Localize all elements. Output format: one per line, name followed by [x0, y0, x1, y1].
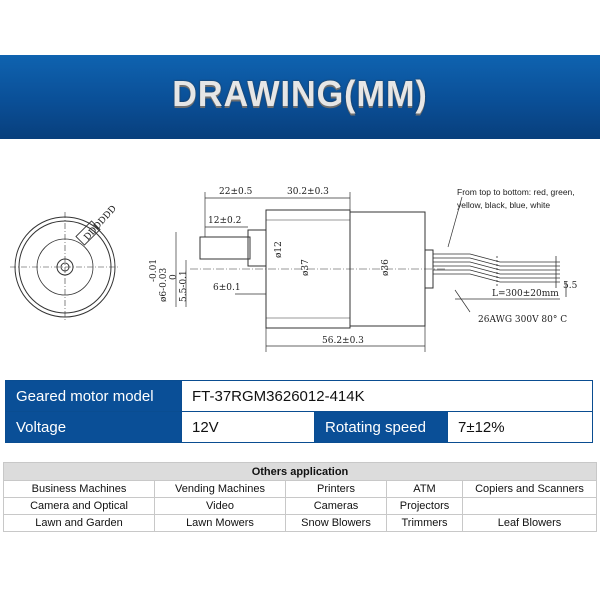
table-row	[4, 481, 597, 498]
table-cell: Leaf Blowers	[463, 515, 597, 532]
spec-row-model	[6, 381, 593, 412]
applications-title: Others application	[4, 463, 597, 481]
table-cell: Vending Machines	[155, 481, 286, 498]
dim-6: 6±0.1	[213, 283, 241, 293]
dim-30-2: 30.2±0.3	[287, 187, 329, 197]
dim-dia-37: ø37	[301, 259, 311, 276]
spec-row-voltage	[6, 412, 593, 443]
dim-56-2: 56.2±0.3	[322, 336, 364, 346]
page-title: DRAWING(MM)	[172, 73, 428, 114]
label-plate-text: DDDDDD	[82, 203, 119, 243]
applications-header	[4, 463, 597, 481]
model-value: FT-37RGM3626012-414K	[182, 381, 593, 412]
voltage-value: 12V	[182, 412, 315, 443]
speed-label: Rotating speed	[315, 412, 448, 443]
dim-12: 12±0.2	[208, 216, 242, 226]
table-cell: Lawn and Garden	[4, 515, 155, 532]
motor-end-view	[10, 212, 120, 322]
dim-wire-length: L=300±20mm	[492, 289, 559, 299]
wire-spec: 26AWG 300V 80° C	[478, 315, 568, 325]
table-cell: ATM	[387, 481, 463, 498]
wire-order-note-1: From top to bottom: red, green,	[457, 187, 575, 197]
dim-0: 0	[169, 274, 179, 280]
dim-dia-12: ø12	[274, 241, 284, 258]
applications-table	[3, 462, 597, 532]
spec-table	[5, 380, 593, 443]
table-cell: Trimmers	[387, 515, 463, 532]
table-cell: Cameras	[286, 498, 387, 515]
wire-order-note-2: yellow, black, blue, white	[457, 200, 551, 210]
table-row	[4, 515, 597, 532]
table-cell: Video	[155, 498, 286, 515]
dim-22: 22±0.5	[219, 187, 253, 197]
voltage-label: Voltage	[6, 412, 182, 443]
table-cell	[463, 498, 597, 515]
header-banner	[0, 55, 600, 139]
dim-5-5: 5.5-0.1	[179, 270, 189, 302]
table-cell: Projectors	[387, 498, 463, 515]
table-cell: Copiers and Scanners	[463, 481, 597, 498]
table-cell: Business Machines	[4, 481, 155, 498]
dim-5-5-strip: 5.5	[563, 281, 578, 291]
table-cell: Camera and Optical	[4, 498, 155, 515]
table-cell: Snow Blowers	[286, 515, 387, 532]
dim-dia-6: ø6-0.03	[159, 267, 169, 302]
speed-value: 7±12%	[448, 412, 593, 443]
model-label: Geared motor model	[6, 381, 182, 412]
table-row	[4, 498, 597, 515]
dim-dia-36: ø36	[381, 259, 391, 276]
dim-tol: -0.01	[149, 258, 159, 282]
motor-technical-drawing	[0, 172, 600, 362]
table-cell: Lawn Mowers	[155, 515, 286, 532]
table-cell: Printers	[286, 481, 387, 498]
motor-side-view	[190, 210, 445, 328]
